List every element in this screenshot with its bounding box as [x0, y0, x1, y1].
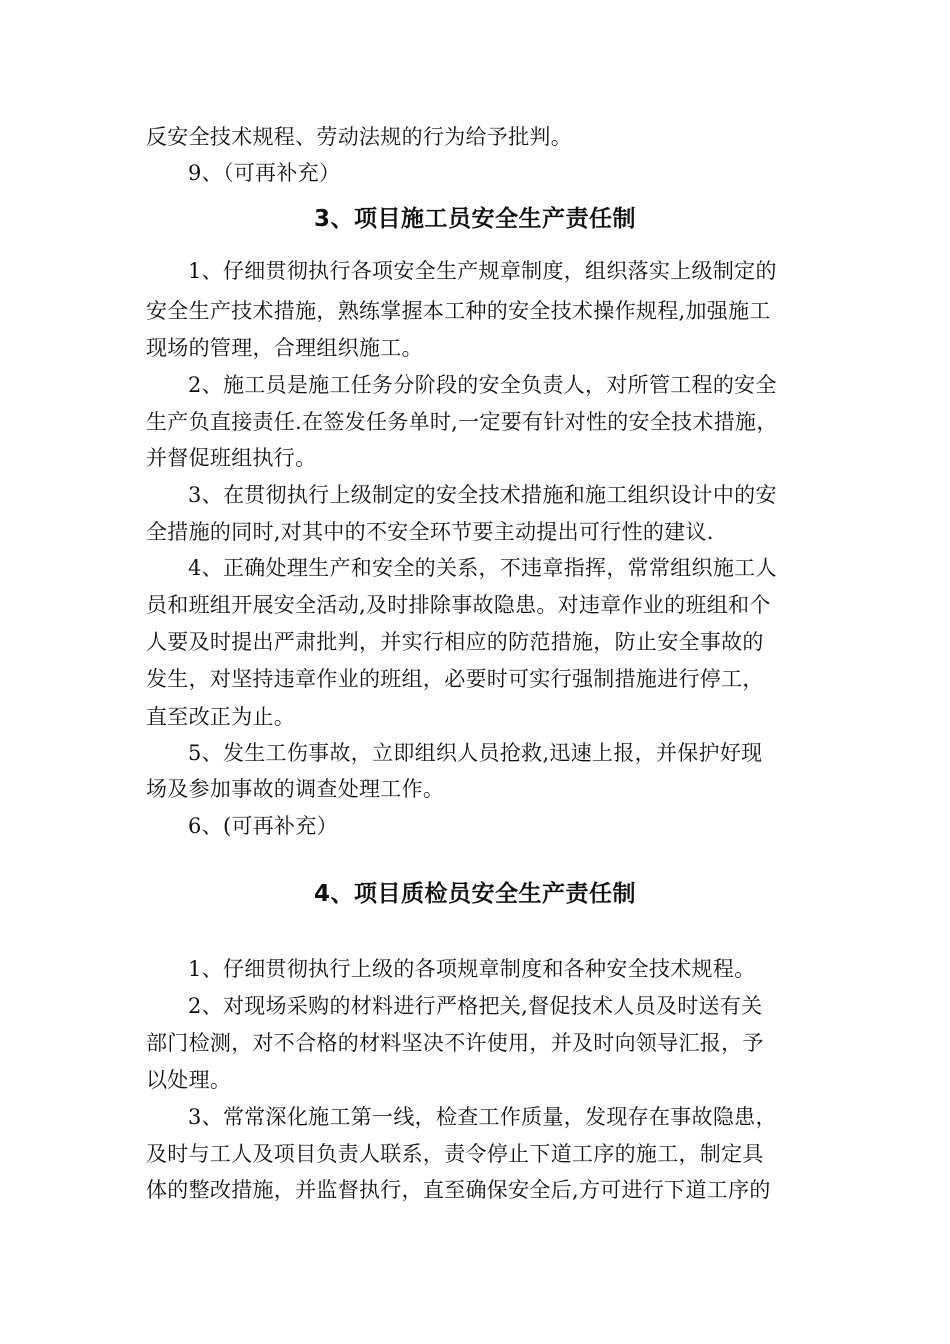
- section-heading: 4、项目质检员安全生产责任制: [313, 881, 636, 907]
- paragraph-line: 生产负直接责任.在签发任务单时,一定要有针对性的安全技术措施，: [146, 410, 778, 434]
- paragraph-line: 2、对现场采购的材料进行严格把关,督促技术人员及时送有关: [188, 994, 763, 1018]
- paragraph-line: 直至改正为止。: [146, 705, 296, 729]
- paragraph-line: 场及参加事故的调查处理工作。: [146, 777, 445, 801]
- paragraph-line: 4、正确处理生产和安全的关系，不违章指挥，常常组织施工人: [188, 556, 777, 580]
- paragraph-line: 2、施工员是施工任务分阶段的安全负责人，对所管工程的安全: [188, 373, 777, 397]
- paragraph-line: 现场的管理，合理组织施工。: [146, 336, 423, 360]
- paragraph-line: 反安全技术规程、劳动法规的行为给予批判。: [146, 125, 572, 149]
- paragraph-line: 全措施的同时,对其中的不安全环节要主动提出可行性的建议.: [146, 520, 714, 544]
- paragraph-line: 部门检测，对不合格的材料坚决不许使用，并及时向领导汇报，予: [146, 1031, 764, 1055]
- paragraph-line: 1、仔细贯彻执行上级的各项规章制度和各种安全技术规程。: [188, 957, 756, 981]
- paragraph-line: 3、在贯彻执行上级制定的安全技术措施和施工组织设计中的安: [188, 483, 777, 507]
- paragraph-line: 9、（可再补充）: [188, 161, 341, 185]
- section-heading: 3、项目施工员安全生产责任制: [313, 206, 636, 232]
- paragraph-line: 5、发生工伤事故，立即组织人员抢救,迅速上报，并保护好现: [188, 741, 763, 765]
- paragraph-line: 体的整改措施，并监督执行，直至确保安全后,方可进行下道工序的: [146, 1178, 771, 1202]
- paragraph-line: 3、常常深化施工第一线，检查工作质量，发现存在事故隐患，: [188, 1105, 777, 1129]
- paragraph-line: 并督促班组执行。: [146, 446, 317, 470]
- paragraph-line: 1、仔细贯彻执行各项安全生产规章制度，组织落实上级制定的: [188, 259, 777, 283]
- paragraph-line: 人要及时提出严肃批判，并实行相应的防范措施，防止安全事故的: [146, 630, 764, 654]
- paragraph-line: 员和班组开展安全活动,及时排除事故隐患。对违章作业的班组和个: [146, 593, 771, 617]
- paragraph-line: 以处理。: [146, 1068, 232, 1092]
- paragraph-line: 6、(可再补充）: [188, 814, 338, 838]
- paragraph-line: 发生，对坚持违章作业的班组，必要时可实行强制措施进行停工，: [146, 667, 764, 691]
- paragraph-line: 安全生产技术措施，熟练掌握本工种的安全技术操作规程,加强施工: [146, 299, 771, 323]
- paragraph-line: 及时与工人及项目负责人联系，责令停止下道工序的施工，制定具: [146, 1142, 764, 1166]
